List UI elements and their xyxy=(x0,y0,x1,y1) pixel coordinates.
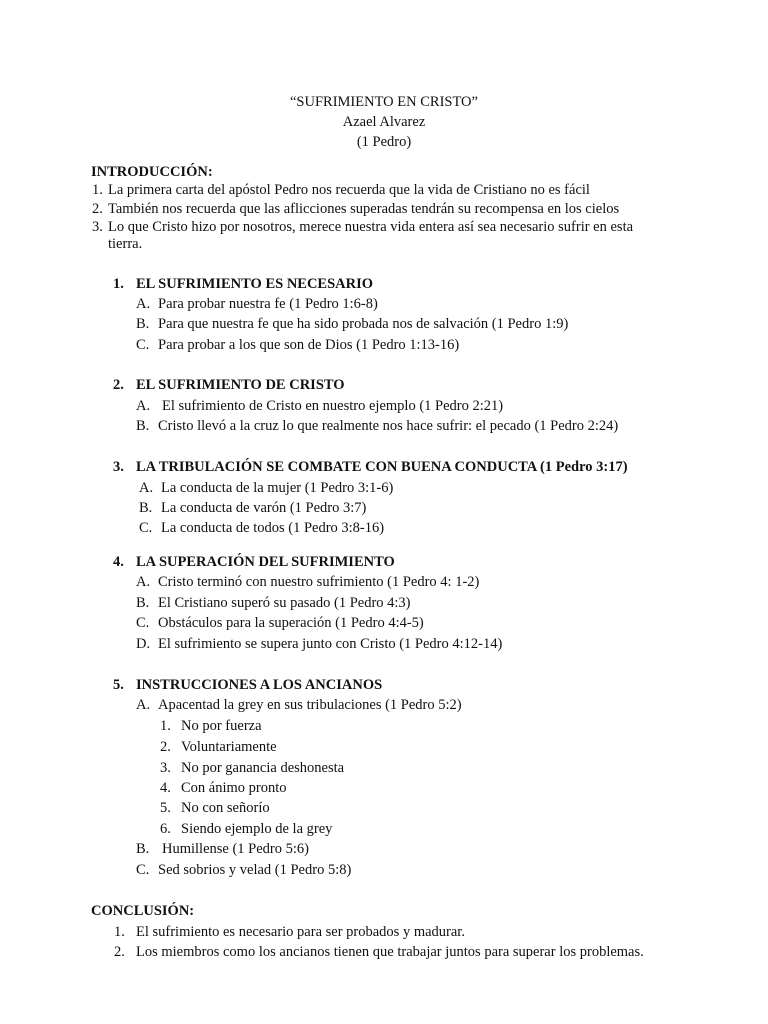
section-1-item-a-letter: A. xyxy=(136,296,151,312)
section-5-number: 5. xyxy=(113,677,124,693)
section-5-subitem-6: Siendo ejemplo de la grey xyxy=(181,821,333,837)
document-author: Azael Alvarez xyxy=(342,114,426,130)
section-3-item-a: La conducta de la mujer (1 Pedro 3:1-6) xyxy=(161,480,394,496)
section-1-item-c-letter: C. xyxy=(136,337,150,353)
section-3-number: 3. xyxy=(113,459,124,475)
section-4-item-a-letter: A. xyxy=(136,574,151,590)
section-4-item-d: El sufrimiento se supera junto con Cristo (1 Pedro 4:12-14) xyxy=(158,636,503,652)
section-5-subitem-6-number: 6. xyxy=(160,821,171,837)
section-3-item-a-letter: A. xyxy=(139,480,154,496)
section-1-number: 1. xyxy=(113,276,124,292)
conclusion-item-2-number: 2. xyxy=(114,944,125,960)
section-5-subitem-5: No con señorío xyxy=(181,800,270,816)
conclusion-item-1-number: 1. xyxy=(114,924,125,940)
section-5-subitem-4: Con ánimo pronto xyxy=(181,780,287,796)
section-2-item-a-letter: A. xyxy=(136,398,151,414)
section-1-item-c: Para probar a los que son de Dios (1 Pedro 1:13-16) xyxy=(158,337,460,353)
document-title: “SUFRIMIENTO EN CRISTO” xyxy=(290,94,478,110)
section-5-subitem-1-number: 1. xyxy=(160,718,171,734)
section-5-subitem-3: No por ganancia deshonesta xyxy=(181,760,345,776)
conclusion-heading: CONCLUSIÓN: xyxy=(91,903,195,919)
section-3-item-b: La conducta de varón (1 Pedro 3:7) xyxy=(161,500,367,516)
section-5-item-c-letter: C. xyxy=(136,862,150,878)
section-5-item-a: Apacentad la grey en sus tribulaciones (1 Pedro 5:2) xyxy=(158,697,462,713)
section-5-heading: INSTRUCCIONES A LOS ANCIANOS xyxy=(136,677,383,693)
document-title-block xyxy=(0,92,768,152)
intro-item-2-number: 2. xyxy=(92,201,103,217)
intro-item-2: También nos recuerda que las aflicciones superadas tendrán su recompensa en los cielos xyxy=(108,201,620,217)
section-5-subitem-2: Voluntariamente xyxy=(181,739,277,755)
section-2-item-b-letter: B. xyxy=(136,418,150,434)
section-5-item-b-letter: B. xyxy=(136,841,150,857)
section-3-item-c-letter: C. xyxy=(139,520,153,536)
intro-item-3-number: 3. xyxy=(92,219,103,235)
intro-item-3-continuation: tierra. xyxy=(108,236,143,252)
section-5-item-b: Humillense (1 Pedro 5:6) xyxy=(162,841,309,857)
section-1-heading: EL SUFRIMIENTO ES NECESARIO xyxy=(136,276,374,292)
intro-item-1-number: 1. xyxy=(92,182,103,198)
document-reference: (1 Pedro) xyxy=(356,134,412,150)
intro-heading: INTRODUCCIÓN: xyxy=(91,164,213,180)
section-5-subitem-5-number: 5. xyxy=(160,800,171,816)
section-4-item-b: El Cristiano superó su pasado (1 Pedro 4:3) xyxy=(158,595,411,611)
section-1-item-b: Para que nuestra fe que ha sido probada nos de salvación (1 Pedro 1:9) xyxy=(158,316,569,332)
section-4-item-c-letter: C. xyxy=(136,615,150,631)
section-5-subitem-3-number: 3. xyxy=(160,760,171,776)
section-2-item-a: El sufrimiento de Cristo en nuestro ejemplo (1 Pedro 2:21) xyxy=(162,398,504,414)
intro-item-1: La primera carta del apóstol Pedro nos recuerda que la vida de Cristiano no es fácil xyxy=(108,182,590,198)
section-1-item-b-letter: B. xyxy=(136,316,150,332)
section-2-number: 2. xyxy=(113,377,124,393)
section-4-number: 4. xyxy=(113,554,124,570)
section-2-heading: EL SUFRIMIENTO DE CRISTO xyxy=(136,377,345,393)
section-4-item-d-letter: D. xyxy=(136,636,151,652)
section-5-subitem-2-number: 2. xyxy=(160,739,171,755)
intro-item-3: Lo que Cristo hizo por nosotros, merece nuestra vida entera así sea necesario sufrir en esta xyxy=(108,219,634,235)
section-5-subitem-4-number: 4. xyxy=(160,780,171,796)
conclusion-item-2: Los miembros como los ancianos tienen que trabajar juntos para superar los problemas. xyxy=(136,944,644,960)
conclusion-item-1: El sufrimiento es necesario para ser probados y madurar. xyxy=(136,924,465,940)
section-5-item-a-letter: A. xyxy=(136,697,151,713)
section-4-item-b-letter: B. xyxy=(136,595,150,611)
section-4-heading: LA SUPERACIÓN DEL SUFRIMIENTO xyxy=(136,554,395,570)
section-4-item-a: Cristo terminó con nuestro sufrimiento (1 Pedro 4: 1-2) xyxy=(158,574,480,590)
section-2-item-b: Cristo llevó a la cruz lo que realmente nos hace sufrir: el pecado (1 Pedro 2:24) xyxy=(158,418,619,434)
section-5-subitem-1: No por fuerza xyxy=(181,718,262,734)
section-3-item-b-letter: B. xyxy=(139,500,153,516)
section-5-item-c: Sed sobrios y velad (1 Pedro 5:8) xyxy=(158,862,352,878)
section-3-item-c: La conducta de todos (1 Pedro 3:8-16) xyxy=(161,520,385,536)
section-4-item-c: Obstáculos para la superación (1 Pedro 4:4-5) xyxy=(158,615,424,631)
section-1-item-a: Para probar nuestra fe (1 Pedro 1:6-8) xyxy=(158,296,378,312)
section-3-heading: LA TRIBULACIÓN SE COMBATE CON BUENA CONDUCTA (1 Pedro 3:17) xyxy=(136,459,628,475)
